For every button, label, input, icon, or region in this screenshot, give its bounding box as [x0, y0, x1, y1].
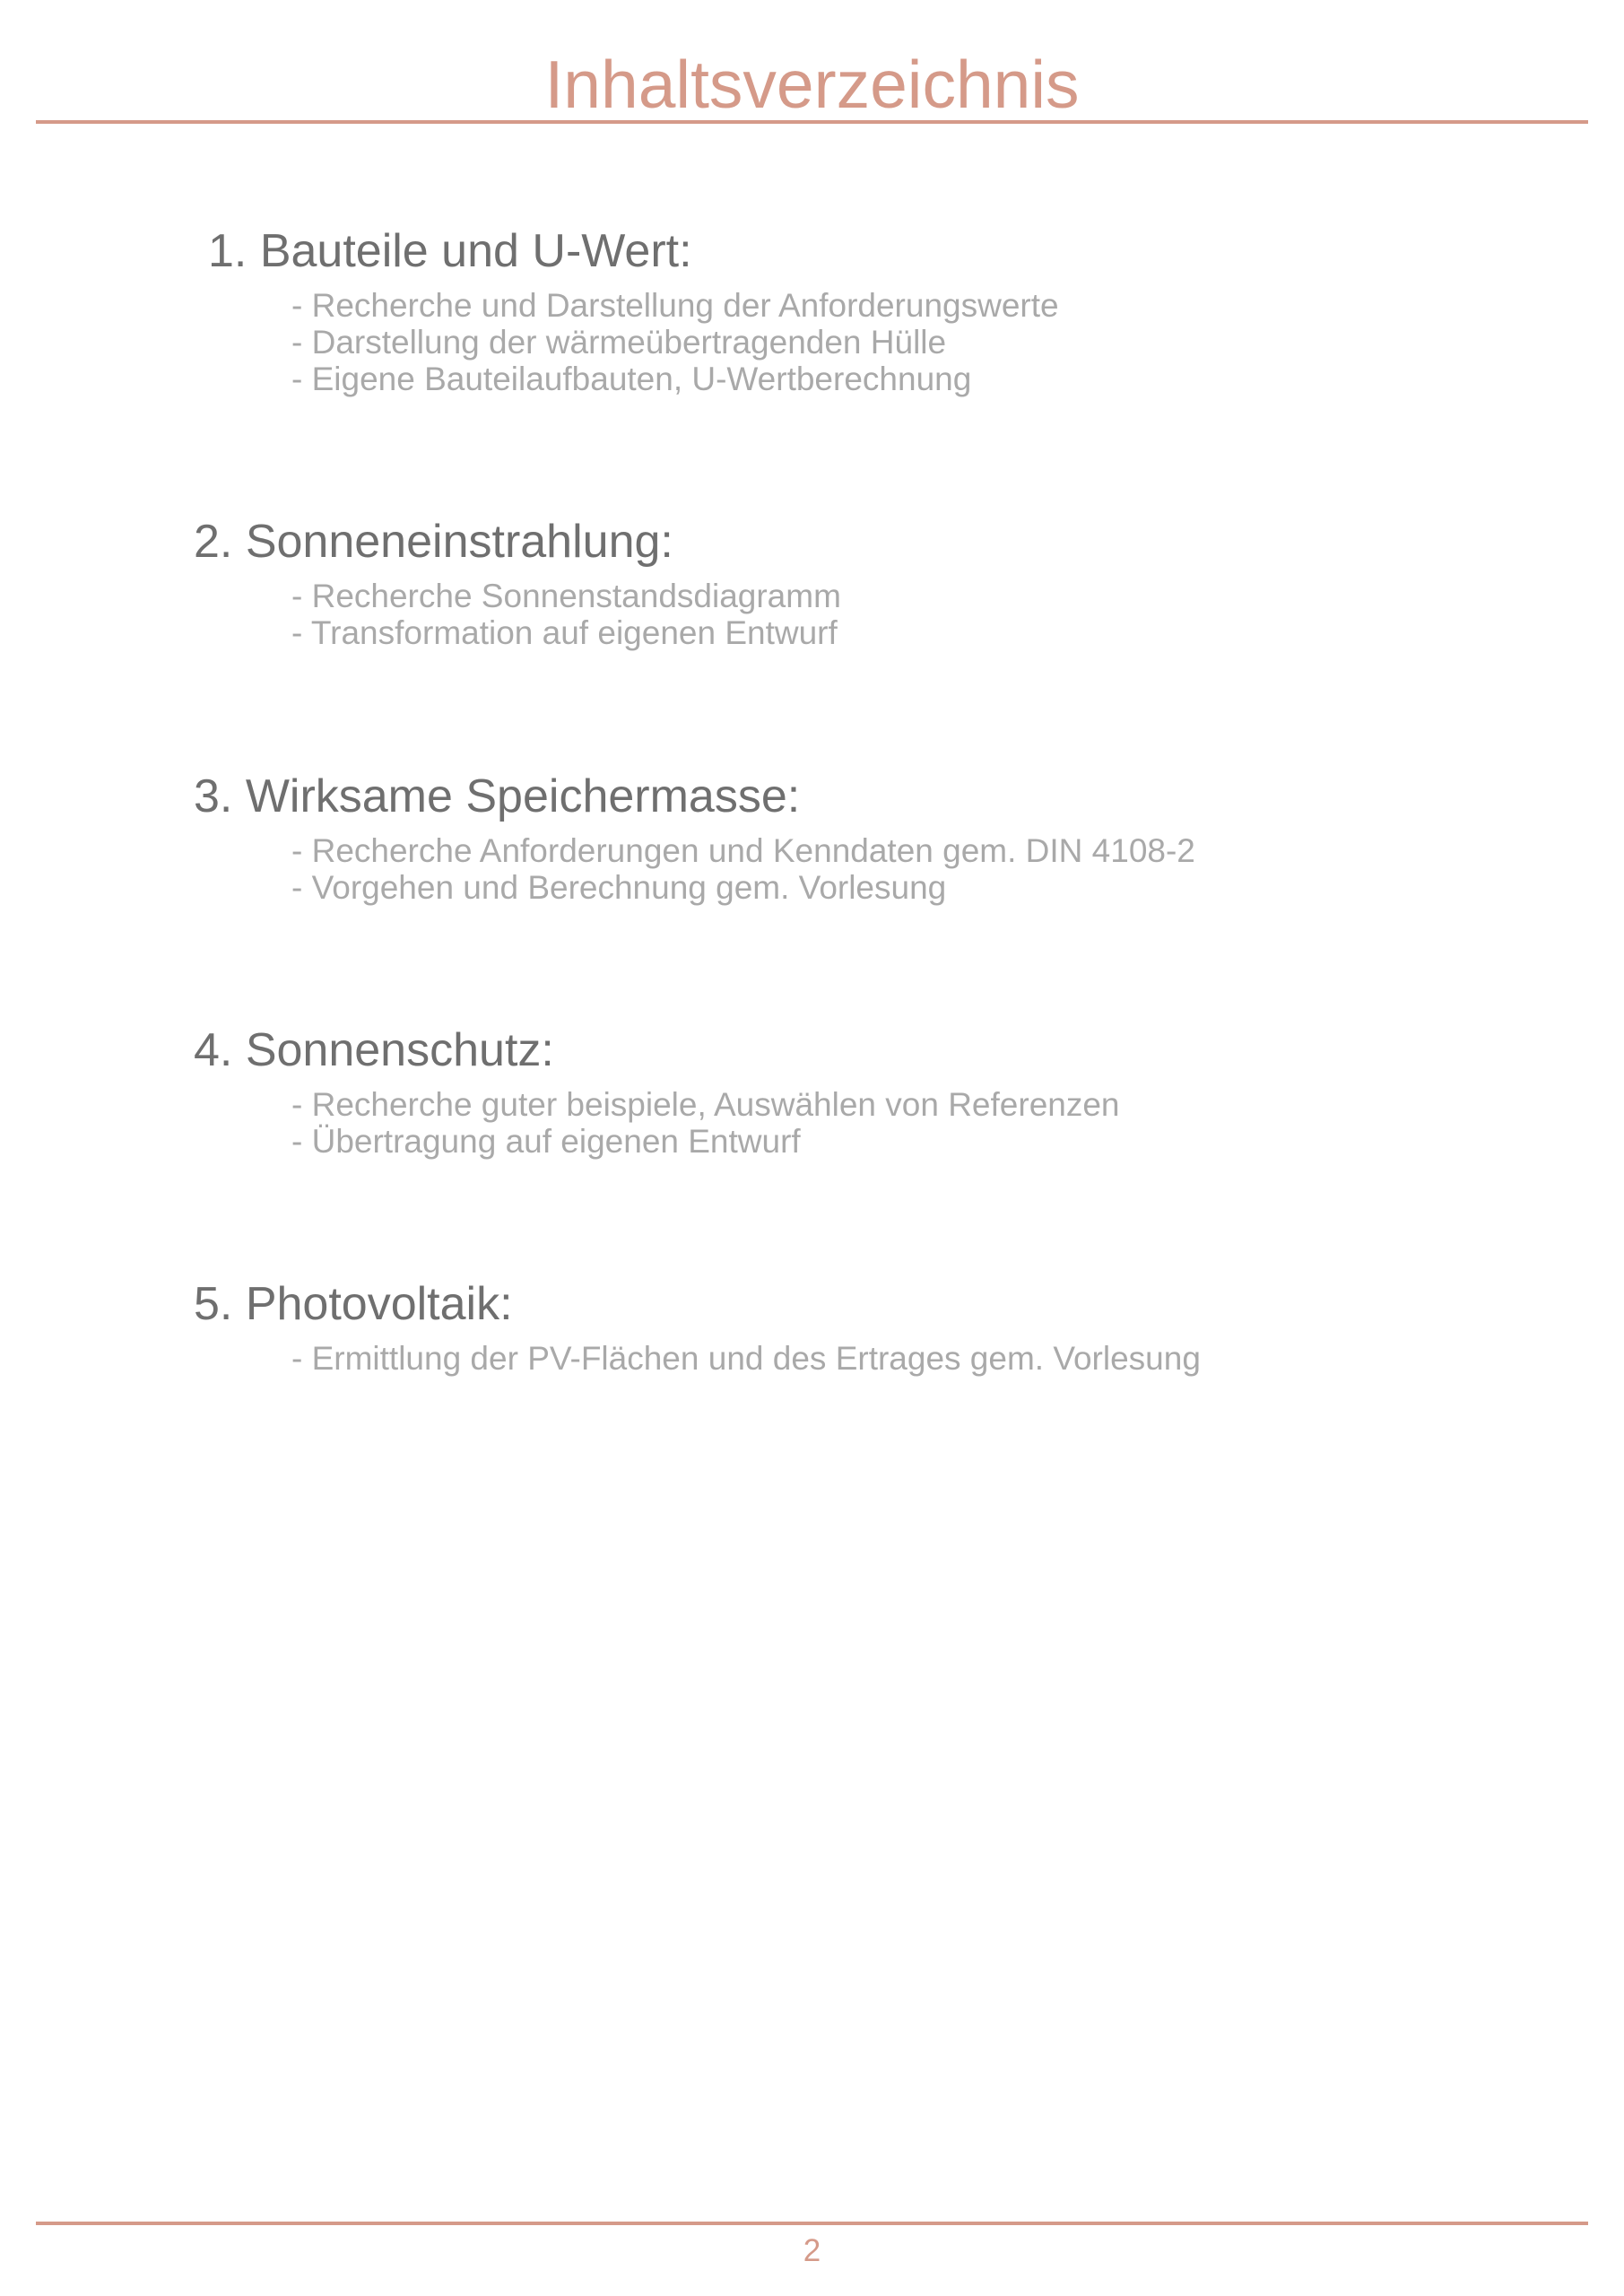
toc-heading: 5. Photovoltaik:	[194, 1278, 513, 1330]
toc-item-list	[291, 1340, 1201, 1377]
footer-divider	[36, 2222, 1588, 2225]
toc-item-list	[291, 1086, 1120, 1160]
toc-item-list	[291, 832, 1195, 906]
toc-heading: 3. Wirksame Speichermasse:	[194, 770, 801, 822]
toc-item: - Vorgehen und Berechnung gem. Vorlesung	[291, 869, 947, 906]
toc-item: - Darstellung der wärmeübertragenden Hülle	[291, 324, 947, 361]
toc-item: - Recherche Anforderungen und Kenndaten gem. DIN 4108-2	[291, 832, 1195, 869]
toc-heading: 4. Sonnenschutz:	[194, 1024, 554, 1076]
toc-item: - Transformation auf eigenen Entwurf	[291, 614, 838, 651]
toc-item: - Ermittlung der PV-Flächen und des Ertrages gem. Vorlesung	[291, 1340, 1201, 1377]
toc-item: - Recherche Sonnenstandsdiagramm	[291, 578, 841, 614]
page-title: Inhaltsverzeichnis	[544, 47, 1080, 122]
page-number: 2	[803, 2233, 821, 2268]
toc-item-list	[291, 578, 841, 651]
toc-item: - Übertragung auf eigenen Entwurf	[291, 1123, 801, 1160]
toc-item: - Recherche und Darstellung der Anforderungswerte	[291, 287, 1059, 324]
toc-item: - Eigene Bauteilaufbauten, U-Wertberechnung	[291, 361, 972, 397]
toc-item: - Recherche guter beispiele, Auswählen von Referenzen	[291, 1086, 1120, 1123]
toc-item-list	[291, 287, 1059, 397]
toc-heading: 2. Sonneneinstrahlung:	[194, 516, 673, 568]
title-divider	[36, 120, 1588, 124]
toc-heading: 1. Bauteile und U-Wert:	[208, 225, 692, 277]
